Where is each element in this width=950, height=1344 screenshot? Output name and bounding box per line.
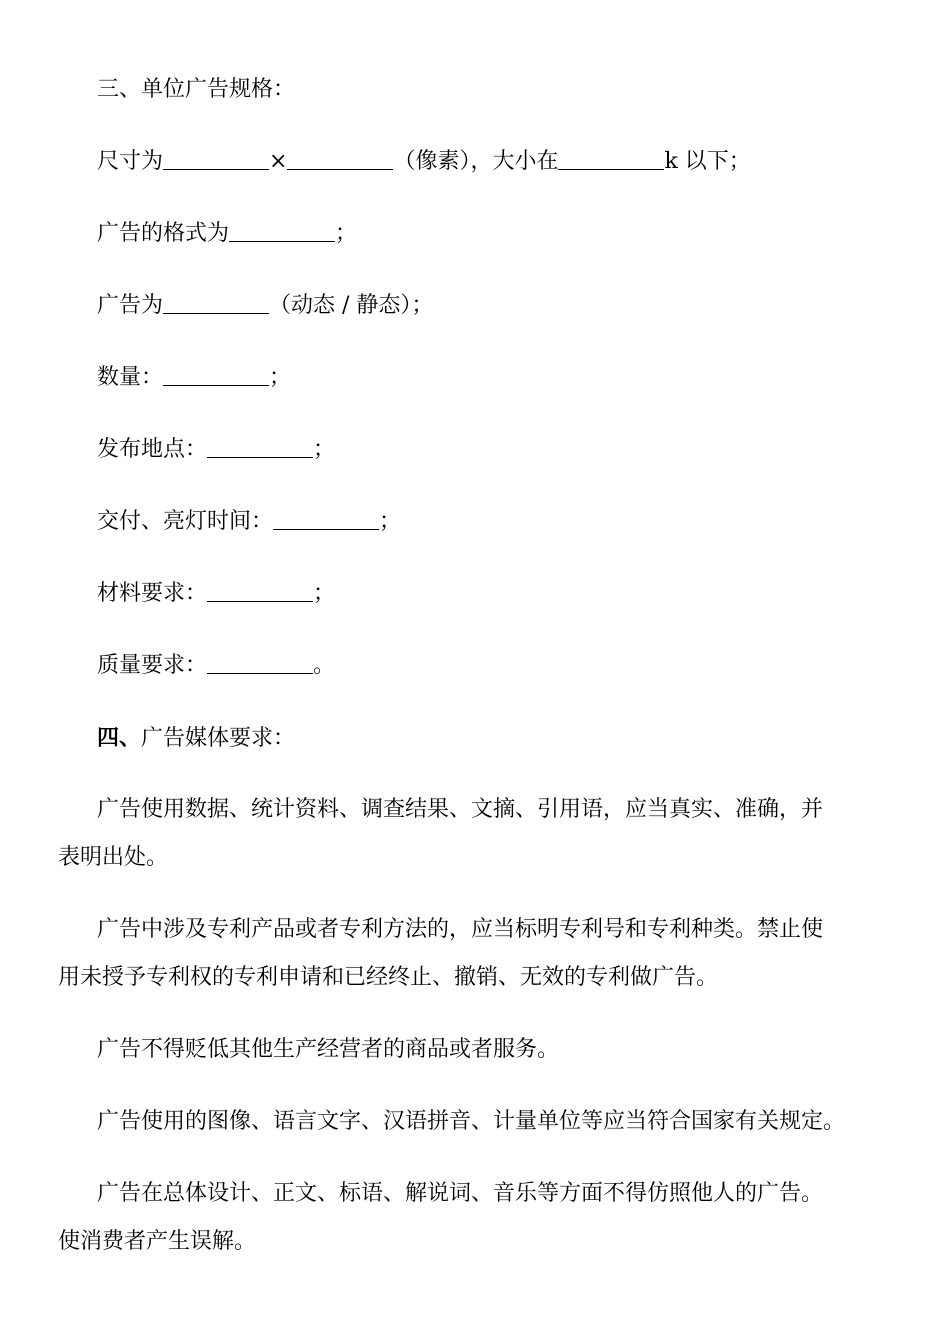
location-line (97, 436, 335, 464)
paragraph-4: 广告使用的图像、语言文字、汉语拼音、计量单位等应当符合国家有关规定。 (97, 1109, 846, 1134)
section-four-number: 四、 (97, 725, 142, 751)
format-suffix: ； (335, 221, 358, 246)
material-blank[interactable] (207, 581, 313, 602)
quantity-suffix: ； (269, 365, 292, 390)
location-prefix: 发布地点： (97, 437, 208, 462)
section-four-title (97, 724, 295, 753)
mode-suffix: （动态 / 静态）； (269, 293, 434, 318)
quantity-prefix: 数量： (97, 365, 164, 390)
delivery-suffix: ； (379, 509, 402, 534)
quality-blank[interactable] (207, 653, 313, 674)
height-blank[interactable] (287, 149, 393, 170)
format-blank[interactable] (229, 221, 335, 242)
mode-line (97, 292, 433, 320)
paragraph-1-line-1: 广告使用数据、统计资料、调查结果、文摘、引用语，应当真实、准确，并 (97, 797, 824, 822)
pixel-note: （像素），大小在 (393, 149, 559, 174)
section-four-title-text: 广告媒体要求： (141, 726, 296, 751)
quality-prefix: 质量要求： (97, 653, 208, 678)
paragraph-5-line-2: 使消费者产生误解。 (58, 1229, 257, 1254)
delivery-line (97, 508, 401, 536)
size-line (97, 148, 751, 176)
location-suffix: ； (313, 437, 336, 462)
paragraph-1-line-2: 表明出处。 (58, 845, 169, 870)
size-prefix: 尺寸为 (97, 149, 164, 174)
format-line (97, 220, 357, 248)
mode-prefix: 广告为 (97, 293, 164, 318)
format-prefix: 广告的格式为 (97, 221, 230, 246)
material-prefix: 材料要求： (97, 581, 208, 606)
mode-blank[interactable] (163, 293, 269, 314)
filesize-blank[interactable] (558, 149, 664, 170)
quantity-line (97, 364, 291, 392)
times-sign: × (269, 149, 288, 174)
paragraph-5-line-1: 广告在总体设计、正文、标语、解说词、音乐等方面不得仿照他人的广告。 (97, 1181, 824, 1206)
size-suffix: k 以下； (664, 149, 751, 174)
paragraph-2-line-2: 用未授予专利权的专利申请和已经终止、撤销、无效的专利做广告。 (58, 965, 719, 990)
material-line (97, 580, 335, 608)
section-three-title: 三、单位广告规格： (97, 77, 296, 102)
location-blank[interactable] (207, 437, 313, 458)
width-blank[interactable] (163, 149, 269, 170)
delivery-blank[interactable] (273, 509, 379, 530)
delivery-prefix: 交付、亮灯时间： (97, 509, 274, 534)
paragraph-2-line-1: 广告中涉及专利产品或者专利方法的，应当标明专利号和专利种类。禁止使 (97, 917, 824, 942)
paragraph-3: 广告不得贬低其他生产经营者的商品或者服务。 (97, 1037, 560, 1062)
quality-line (97, 652, 335, 680)
quantity-blank[interactable] (163, 365, 269, 386)
quality-suffix: 。 (313, 653, 336, 678)
material-suffix: ； (313, 581, 336, 606)
